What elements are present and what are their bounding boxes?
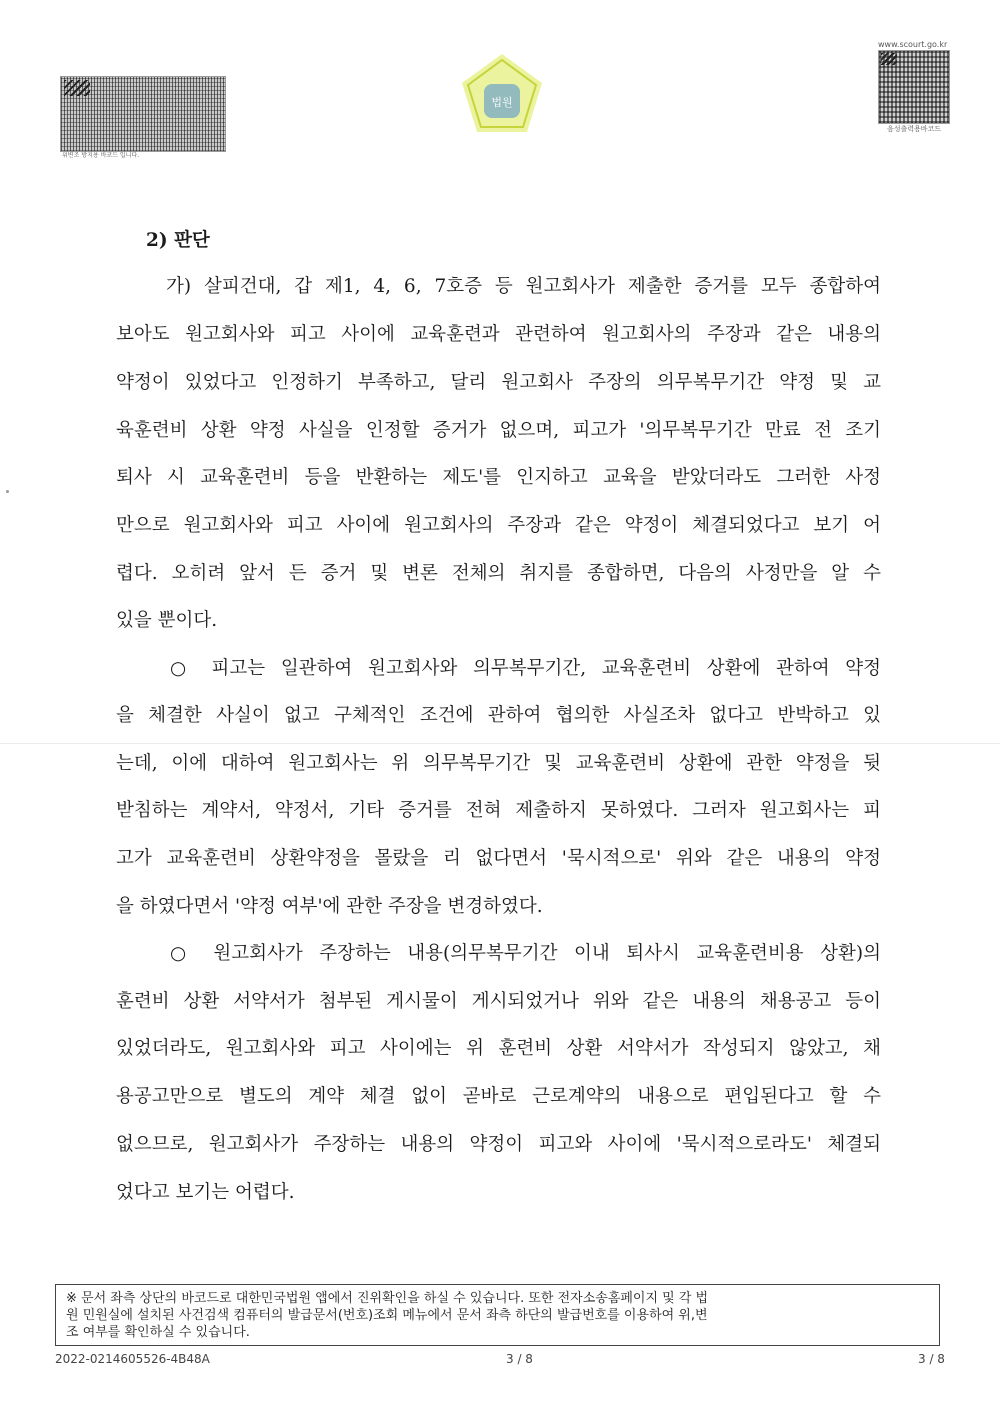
body-line: ○ 피고는 일관하여 원고회사와 의무복무기간, 교육훈련비 상환에 관하여 약정 [170, 658, 881, 679]
barcode-caption: 위변조 방지용 바코드 입니다. [62, 152, 140, 159]
body-line: 약정이 있었다고 인정하기 부족하고, 달리 원고회사 주장의 의무복무기간 약정 및 교 [116, 372, 881, 393]
body-line: 가) 살피건대, 갑 제1, 4, 6, 7호증 등 원고회사가 제출한 증거를 모두 종합하여 [166, 276, 881, 297]
notice-line: ※ 문서 좌측 상단의 바코드로 대한민국법원 앱에서 진위확인을 하실 수 있습니다. 또한 전자소송홈페이지 및 각 법 [66, 1291, 709, 1306]
issue-number: 2022-0214605526-4B48A [55, 1352, 210, 1366]
body-line: 을 하였다면서 '약정 여부'에 관한 주장을 변경하였다. [116, 896, 543, 917]
body-line: 는데, 이에 대하여 원고회사는 위 의무복무기간 및 교육훈련비 상환에 관한 약정을 뒷 [116, 753, 881, 774]
notice-line: 원 민원실에 설치된 사건검색 컴퓨터의 발급문서(번호)조회 메뉴에서 문서 좌측 하단의 발급번호를 이용하여 위,변 [66, 1308, 708, 1323]
court-emblem [456, 50, 548, 142]
page-number-right: 3 / 8 [918, 1352, 945, 1366]
body-line: 었다고 보기는 어렵다. [116, 1182, 295, 1203]
body-line: ○ 원고회사가 주장하는 내용(의무복무기간 이내 퇴사시 교육훈련비용 상환)의 [170, 943, 881, 964]
body-line: 고가 교육훈련비 상환약정을 몰랐을 리 없다면서 '묵시적으로' 위와 같은 내용의 약정 [116, 848, 881, 869]
body-line: 보아도 원고회사와 피고 사이에 교육훈련과 관련하여 원고회사의 주장과 같은 내용의 [116, 324, 881, 345]
body-line: 육훈련비 상환 약정 사실을 인정할 증거가 없으며, 피고가 '의무복무기간 만료 전 조기 [116, 420, 881, 441]
fold-crease [0, 743, 1000, 744]
body-line: 없으므로, 원고회사가 주장하는 내용의 약정이 피고와 사이에 '묵시적으로라도' 체결되 [116, 1134, 881, 1155]
body-line: 있었더라도, 원고회사와 피고 사이에는 위 훈련비 상환 서약서가 작성되지 않았고, 채 [116, 1038, 881, 1059]
body-line: 받침하는 계약서, 약정서, 기타 증거를 전혀 제출하지 못하였다. 그러자 원고회사는 피 [116, 800, 881, 821]
margin-speck [6, 490, 9, 493]
body-line: 렵다. 오히려 앞서 든 증거 및 변론 전체의 취지를 종합하면, 다음의 사정만을 알 수 [116, 563, 881, 584]
court-url: www.scourt.go.kr [878, 40, 948, 49]
body-line: 을 체결한 사실이 없고 구체적인 조건에 관하여 협의한 사실조차 없다고 반박하고 있 [116, 705, 881, 726]
barcode-corner-mark [64, 80, 90, 96]
body-line: 있을 뿐이다. [116, 610, 218, 631]
section-heading: 2) 판단 [146, 230, 210, 251]
verification-notice [55, 1284, 940, 1346]
body-line: 퇴사 시 교육훈련비 등을 반환하는 제도'를 인지하고 교육을 받았더라도 그러한 사정 [116, 467, 881, 488]
emblem-text: 법원 [491, 96, 513, 109]
page-number-center: 3 / 8 [506, 1352, 533, 1366]
qr-caption: 음성출력용바코드 [886, 125, 942, 133]
body-line: 만으로 원고회사와 피고 사이에 원고회사의 주장과 같은 약정이 체결되었다고 보기 어 [116, 515, 881, 536]
body-line: 훈련비 상환 서약서가 첨부된 게시물이 게시되었거나 위와 같은 내용의 채용공고 등이 [116, 991, 881, 1012]
body-line: 용공고만으로 별도의 계약 체결 없이 곧바로 근로계약의 내용으로 편입된다고 할 수 [116, 1086, 881, 1107]
notice-line: 조 여부를 확인하실 수 있습니다. [66, 1325, 250, 1340]
qr-corner-mark [881, 53, 897, 65]
